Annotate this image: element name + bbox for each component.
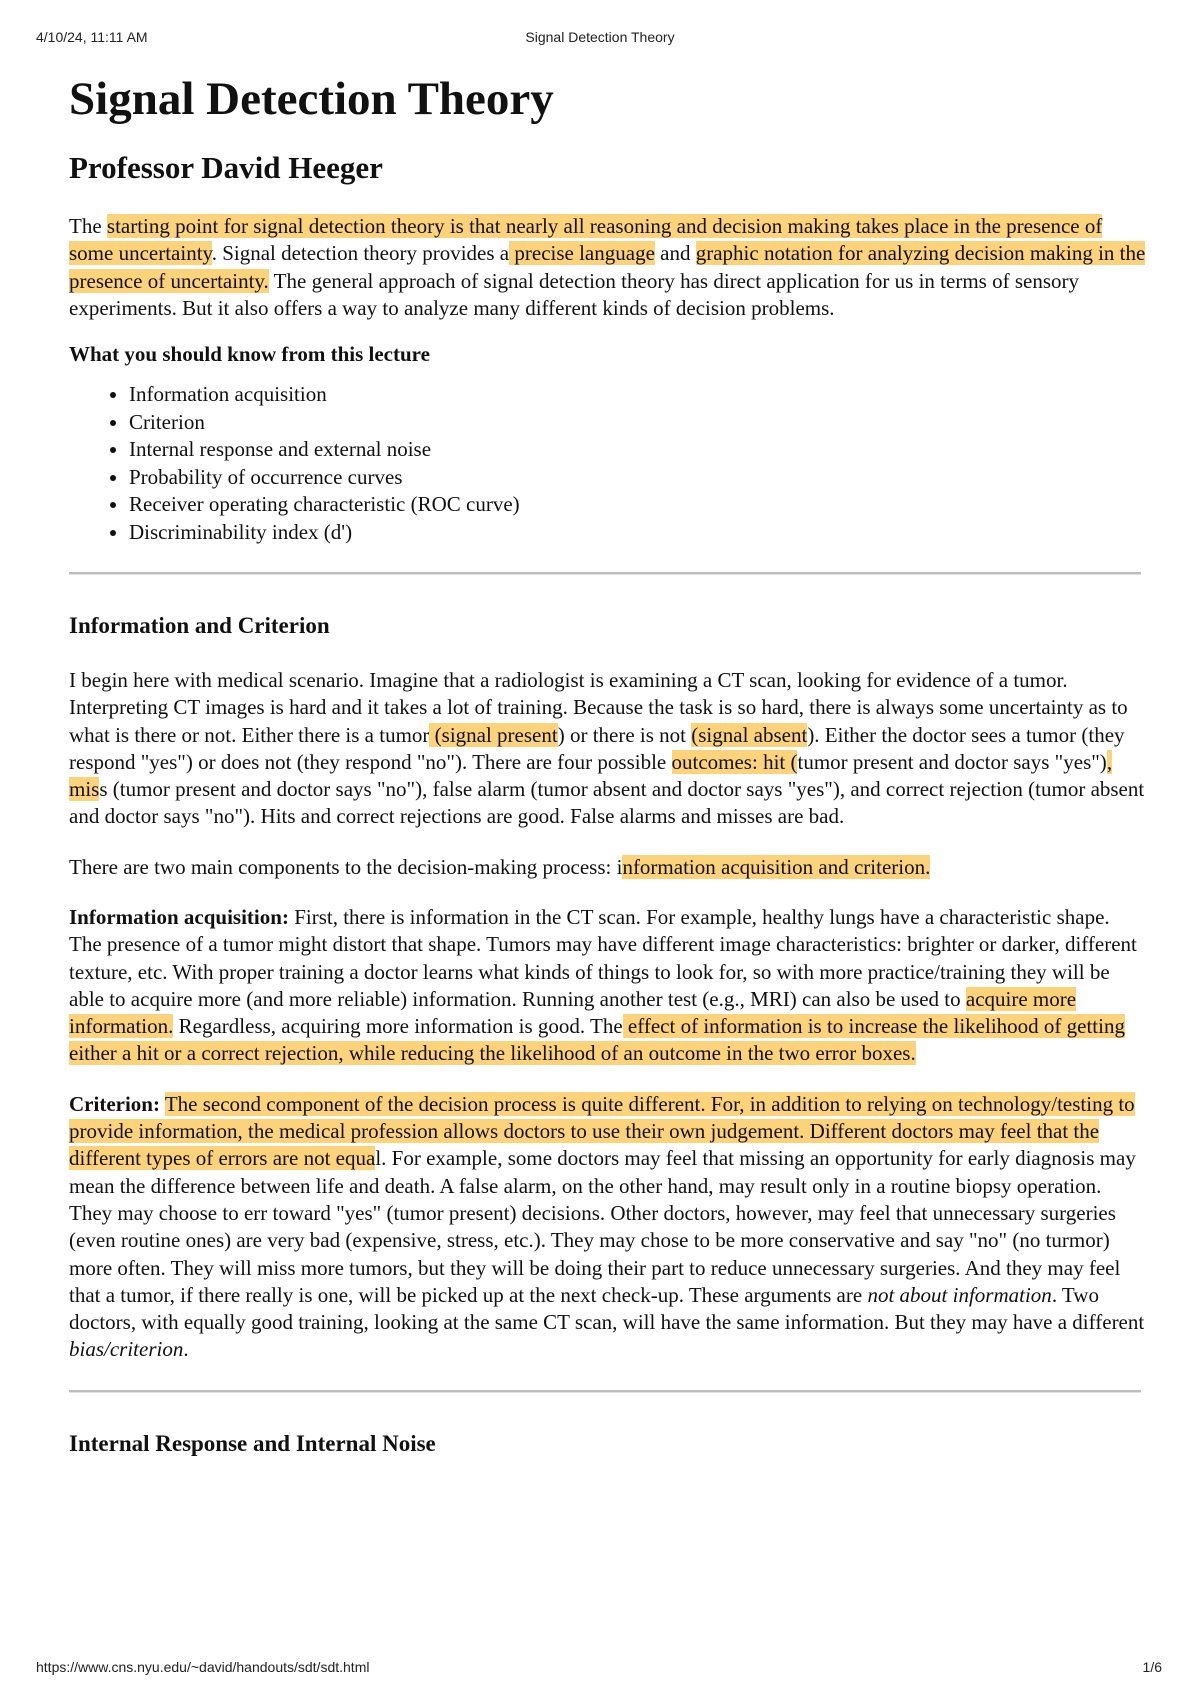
- author: Professor David Heeger: [69, 150, 383, 185]
- paragraph-label: Information acquisition:: [69, 905, 289, 929]
- print-url: https://www.cns.nyu.edu/~david/handouts/sdt/sdt.html: [36, 1659, 370, 1675]
- paragraph-body: [69, 905, 1137, 1065]
- list-item: • Discriminability index (d'): [129, 519, 1147, 546]
- print-datetime: 4/10/24, 11:11 AM: [36, 29, 148, 45]
- list-item: • Information acquisition: [129, 381, 1147, 408]
- print-page-number: 1/6: [1142, 1659, 1162, 1675]
- page-title: Signal Detection Theory: [69, 73, 554, 125]
- section-title: Internal Response and Internal Noise: [69, 1430, 436, 1456]
- print-footer: [0, 1659, 1200, 1679]
- highlighted-text: acquire more information.: [69, 986, 1077, 1039]
- paragraph-body: [69, 1092, 1144, 1362]
- intro-paragraph: [69, 213, 1147, 322]
- text-run: l. For example, some doctors may feel that missing an opportunity for early diagnosis may mean the difference between life and death. A false alarm, on the other hand, may result only in a routine biopsy operation. They may choose to err toward "yes" (tumor present) decisions. Other doctors, however, may feel that unnecessary surgeries (even routine ones) are very bad (expensive, stress, etc.). They may chose to be more conservative and say "no" (no turmor) more often. They will miss more tumors, but they will be doing their part to reduce unnecessary surgeries. And they may feel that a tumor, if there really is one, will be picked up at the next check-up. These arguments are: [69, 1146, 1136, 1307]
- print-header: [0, 29, 1200, 49]
- components-paragraph: [69, 854, 1147, 881]
- highlighted-text: The second component of the decision process is quite different. For, in addition to relying on technology/testing to provide information, the medical profession allows doctors to use their own judgement. Different doctors may feel that the different types of errors are not equa: [69, 1091, 1135, 1171]
- list-item: • Probability of occurrence curves: [129, 464, 1147, 491]
- text-run: . Two doctors, with equally good training, looking at the same CT scan, will have the same information. But they may have a different: [69, 1282, 1145, 1335]
- topic-list: [69, 381, 1147, 545]
- text-run: First, there is information in the CT scan. For example, healthy lungs have a characteristic shape. The presence of a tumor might distort that shape. Tumors may have different image characteristics: brighter or darker, different texture, etc. With proper training a doctor learns what kinds of things to look for, so with more practice/training they will be able to acquire more (and more reliable) information. Running another test (e.g., MRI) can also be used to: [69, 905, 1137, 1011]
- list-item: • Internal response and external noise: [129, 436, 1147, 463]
- text-run: and: [654, 241, 696, 266]
- scenario-paragraph: [69, 667, 1147, 831]
- highlighted-text: graphic notation for analyzing decision making in the presence of uncertainty.: [69, 241, 1146, 293]
- section-divider: [69, 572, 1141, 575]
- highlighted-text: starting point for signal detection theory is that nearly all reasoning and decision making takes place in the presence of some uncertainty: [69, 214, 1103, 266]
- text-run: The general approach of signal detection theory has direct application for us in terms of sensory experiments. But it also offers a way to analyze many different kinds of decision problems.: [69, 268, 1079, 320]
- highlighted-text: , mis: [69, 749, 1113, 802]
- emphasized-text: bias/criterion: [69, 1337, 184, 1362]
- list-item: • Receiver operating characteristic (ROC curve): [129, 491, 1147, 518]
- highlighted-text: (signal absent: [691, 722, 808, 747]
- list-item: • Criterion: [129, 409, 1147, 436]
- learn-heading: What you should know from this lecture: [69, 342, 430, 367]
- highlighted-text: (signal present: [429, 722, 558, 747]
- text-run: tumor present and doctor says "yes"): [797, 749, 1107, 774]
- text-run: There are two main components to the decision-making process: i: [69, 854, 623, 879]
- highlighted-text: outcomes: hit (: [671, 749, 798, 774]
- section-title: Information and Criterion: [69, 612, 330, 638]
- text-run: . Signal detection theory provides a: [211, 241, 510, 266]
- highlighted-text: nformation acquisition and criterion.: [622, 854, 931, 879]
- criterion-paragraph: [69, 1091, 1147, 1364]
- text-run: I begin here with medical scenario. Imagine that a radiologist is examining a CT scan, looking for evidence of a tumor. Interpreting CT images is hard and it takes a lot of training. Because the task is so hard, there is always some uncertainty as to what is there or not. Either there is a tumor: [69, 667, 1128, 747]
- information-paragraph: [69, 904, 1147, 1068]
- paragraph-label: Criterion:: [69, 1091, 160, 1116]
- highlighted-text: precise language: [509, 241, 655, 266]
- text-run: s (tumor present and doctor says "no"), false alarm (tumor absent and doctor says "yes"), and correct rejection (tumor absent and doctor says "no"). Hits and correct rejections are good. False alarms and misses are bad.: [69, 777, 1145, 829]
- emphasized-text: not about information: [867, 1282, 1052, 1307]
- text-run: .: [183, 1337, 189, 1362]
- text-run: ) or there is not: [557, 722, 692, 747]
- print-title: Signal Detection Theory: [525, 29, 675, 45]
- text-run: The: [69, 214, 107, 238]
- text-run: ). Either the doctor sees a tumor (they respond "yes") or does not (they respond "no"). There are four possible: [69, 722, 1125, 774]
- text-run: Regardless, acquiring more information is good. The: [173, 1014, 623, 1039]
- section-divider: [69, 1390, 1141, 1393]
- document-page: [69, 68, 1147, 1459]
- highlighted-text: effect of information is to increase the likelihood of getting either a hit or a correct rejection, while reducing the likelihood of an outcome in the two error boxes.: [69, 1014, 1125, 1066]
